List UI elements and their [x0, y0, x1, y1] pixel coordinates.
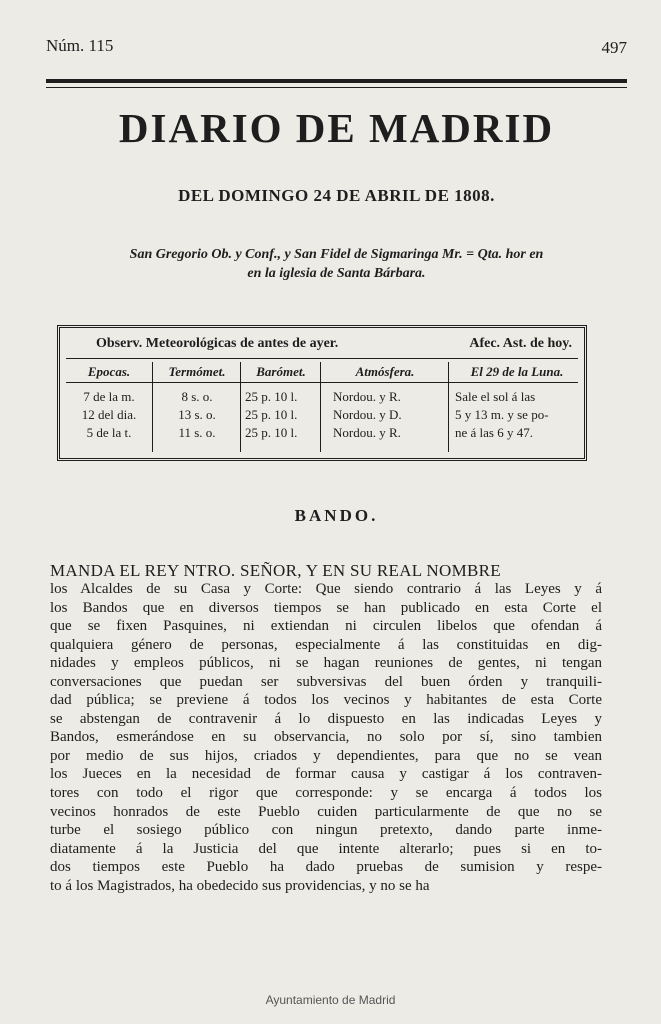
column-header: El 29 de la Luna.	[470, 364, 564, 379]
column-header: Epocas.	[87, 364, 131, 379]
meteorological-table	[57, 325, 587, 461]
table-cell: 11 s. o.	[178, 425, 216, 440]
astronomical-title: Afec. Ast. de hoy.	[469, 336, 572, 351]
body-line: vecinos honrados de este Pueblo cuiden particularmente de que no se	[50, 803, 602, 820]
body-line: conversaciones que puedan ser subversivas del buen órden y tranquili-	[50, 673, 602, 690]
issue-number: Núm. 115	[46, 36, 114, 55]
header-rule-thin	[46, 87, 627, 88]
body-line: los Jueces en la necesidad de formar causa y castigar á los contraven-	[50, 766, 602, 783]
table-rule	[66, 358, 578, 359]
section-title: BANDO.	[294, 506, 379, 525]
body-line: dos tiempos este Pueblo ha dado pruebas de sumision y respe-	[50, 859, 602, 876]
body-line: los Bandos que en diversos tiempos se han publicado en esta Corte el	[50, 599, 602, 616]
table-cell: 25 p. 10 l.	[245, 425, 298, 440]
article-body	[50, 580, 602, 895]
meteorological-columns	[66, 362, 578, 452]
column-barometro	[240, 362, 321, 452]
column-header: Atmósfera.	[355, 364, 415, 379]
column-termometro	[152, 362, 241, 452]
header-rule-thick	[46, 79, 627, 83]
dateline: DEL DOMINGO 24 DE ABRIL DE 1808.	[178, 186, 495, 205]
table-cell: Nordou. y R.	[333, 389, 401, 404]
body-line: Bandos, esmerándose en su observancia, no solo por sí, sino tambien	[50, 729, 602, 746]
column-atmosfera	[320, 362, 449, 452]
table-cell: 25 p. 10 l.	[245, 407, 298, 422]
saints-line: San Gregorio Ob. y Conf., y San Fidel de Sigmaringa Mr. = Qta. hor en	[129, 247, 544, 262]
table-cell: Nordou. y R.	[333, 425, 401, 440]
table-cell: Nordou. y D.	[333, 407, 402, 422]
meteorological-title: Observ. Meteorológicas de antes de ayer.	[96, 336, 339, 351]
masthead-title: DIARIO DE MADRID	[118, 105, 555, 151]
table-cell: 7 de la m.	[83, 389, 135, 404]
body-line: los Alcaldes de su Casa y Corte: Que siendo contrario á las Leyes y á	[50, 581, 602, 597]
table-cell: 5 de la t.	[86, 425, 132, 440]
table-rule	[66, 382, 578, 383]
table-cell: 5 y 13 m. y se po-	[455, 407, 549, 422]
table-cell: ne á las 6 y 47.	[455, 425, 533, 440]
body-line: turbe el sosiego público con ningun pretexto, dando parte inme-	[50, 822, 602, 839]
saints-of-the-day	[50, 245, 623, 283]
table-cell: Sale el sol á las	[455, 389, 536, 404]
table-cell: 8 s. o.	[181, 389, 213, 404]
column-luna	[448, 362, 585, 452]
body-line: dad pública; se previene á todos los vecinos y habitantes de esta Corte	[50, 692, 602, 709]
body-line: que se fixen Pasquines, ni extiendan ni circulen libelos que ofendan á	[50, 618, 602, 635]
lead-line: MANDA EL REY NTRO. SEÑOR, Y EN SU REAL NOMBRE	[50, 561, 501, 580]
page-number: 497	[601, 38, 627, 57]
body-line: se abstengan de contravenir á lo dispuesto en las indicadas Leyes y	[50, 710, 602, 727]
saints-line: en la iglesia de Santa Bárbara.	[247, 266, 426, 281]
body-line: diatamente á la Justicia del que intente alterarlo; pues si en to-	[50, 840, 602, 857]
footer-credit: Ayuntamiento de Madrid	[265, 993, 396, 1007]
body-line: qualquiera género de personas, especialmente á las constituidas en dig-	[50, 636, 602, 653]
body-line: nidades y empleos públicos, ni se hagan reuniones de gentes, ni tengan	[50, 655, 602, 672]
table-cell: 12 del dia.	[81, 407, 137, 422]
body-line: tores con todo el rigor que corresponde: y se encarga á todos los	[50, 785, 602, 802]
table-cell: 13 s. o.	[178, 407, 216, 422]
column-header: Termómet.	[168, 364, 226, 379]
body-line: por medio de sus hijos, criados y dependientes, para que no se vean	[50, 747, 602, 764]
body-line: to á los Magistrados, ha obedecido sus providencias, y no se ha	[50, 877, 430, 894]
column-epocas	[66, 362, 152, 452]
meteorological-table-header	[60, 336, 584, 356]
table-cell: 25 p. 10 l.	[245, 389, 298, 404]
column-header: Barómet.	[256, 364, 306, 379]
